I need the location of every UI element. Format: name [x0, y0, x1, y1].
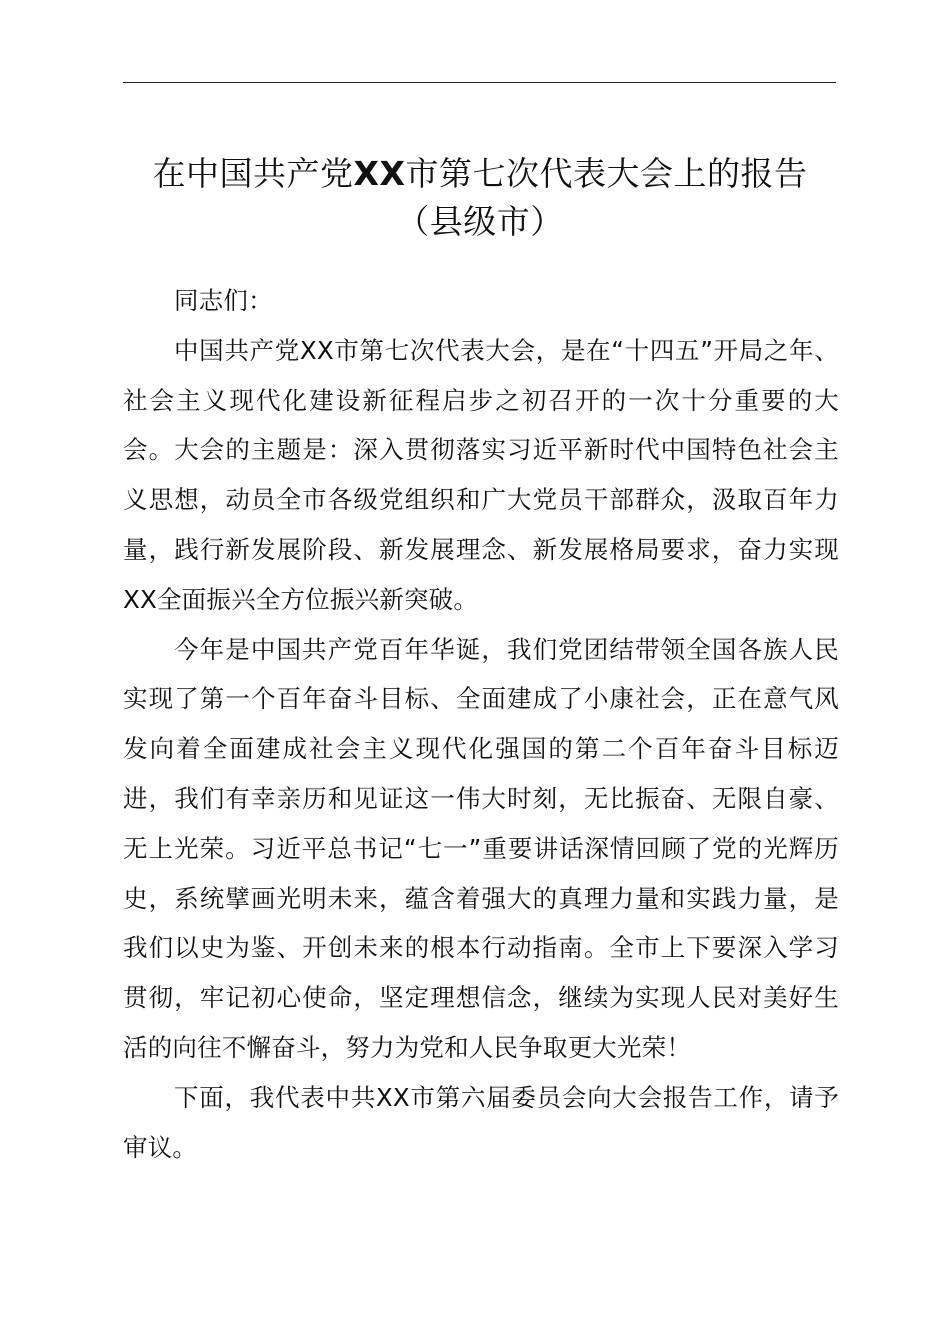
- paragraph-3: 下面，我代表中共XX市第六届委员会向大会报告工作，请予审议。: [123, 1082, 839, 1162]
- title-line-1: [100, 150, 860, 198]
- salutation: 同志们：: [174, 286, 273, 315]
- document-title: [100, 150, 860, 246]
- header-rule: [123, 82, 836, 83]
- paragraph-1: 中国共产党XX市第七次代表大会，是在“十四五”开局之年、社会主义现代化建设新征程启步之初召开的一次十分重要的大会。大会的主题是：深入贯彻落实习近平新时代中国特色社会主义思想，动员全市各级党组织和广大党员干部群众，汲取百年力量，践行新发展阶段、新发展理念、新发展格局要求，奋力实现XX全面振兴全方位振兴新突破。: [123, 335, 839, 614]
- paragraph-2: 今年是中国共产党百年华诞，我们党团结带领全国各族人民实现了第一个百年奋斗目标、全面建成了小康社会，正在意气风发向着全面建成社会主义现代化强国的第二个百年奋斗目标迈进，我们有幸亲历和见证这一伟大时刻，无比振奋、无限自豪、无上光荣。习近平总书记“七一”重要讲话深情回顾了党的光辉历史，系统擘画光明未来，蕴含着强大的真理力量和实践力量，是我们以史为鉴、开创未来的根本行动指南。全市上下要深入学习贯彻，牢记初心使命，坚定理想信念，继续为实现人民对美好生活的向往不懈奋斗，努力为党和人民争取更大光荣！: [123, 634, 839, 1062]
- title-line-2: （县级市）: [396, 202, 564, 241]
- title-placeholder-city: XX: [353, 154, 406, 193]
- title-suffix: 市第七次代表大会上的报告: [405, 154, 808, 193]
- document-body: [123, 276, 839, 1172]
- title-prefix: 在中国共产党: [152, 154, 354, 193]
